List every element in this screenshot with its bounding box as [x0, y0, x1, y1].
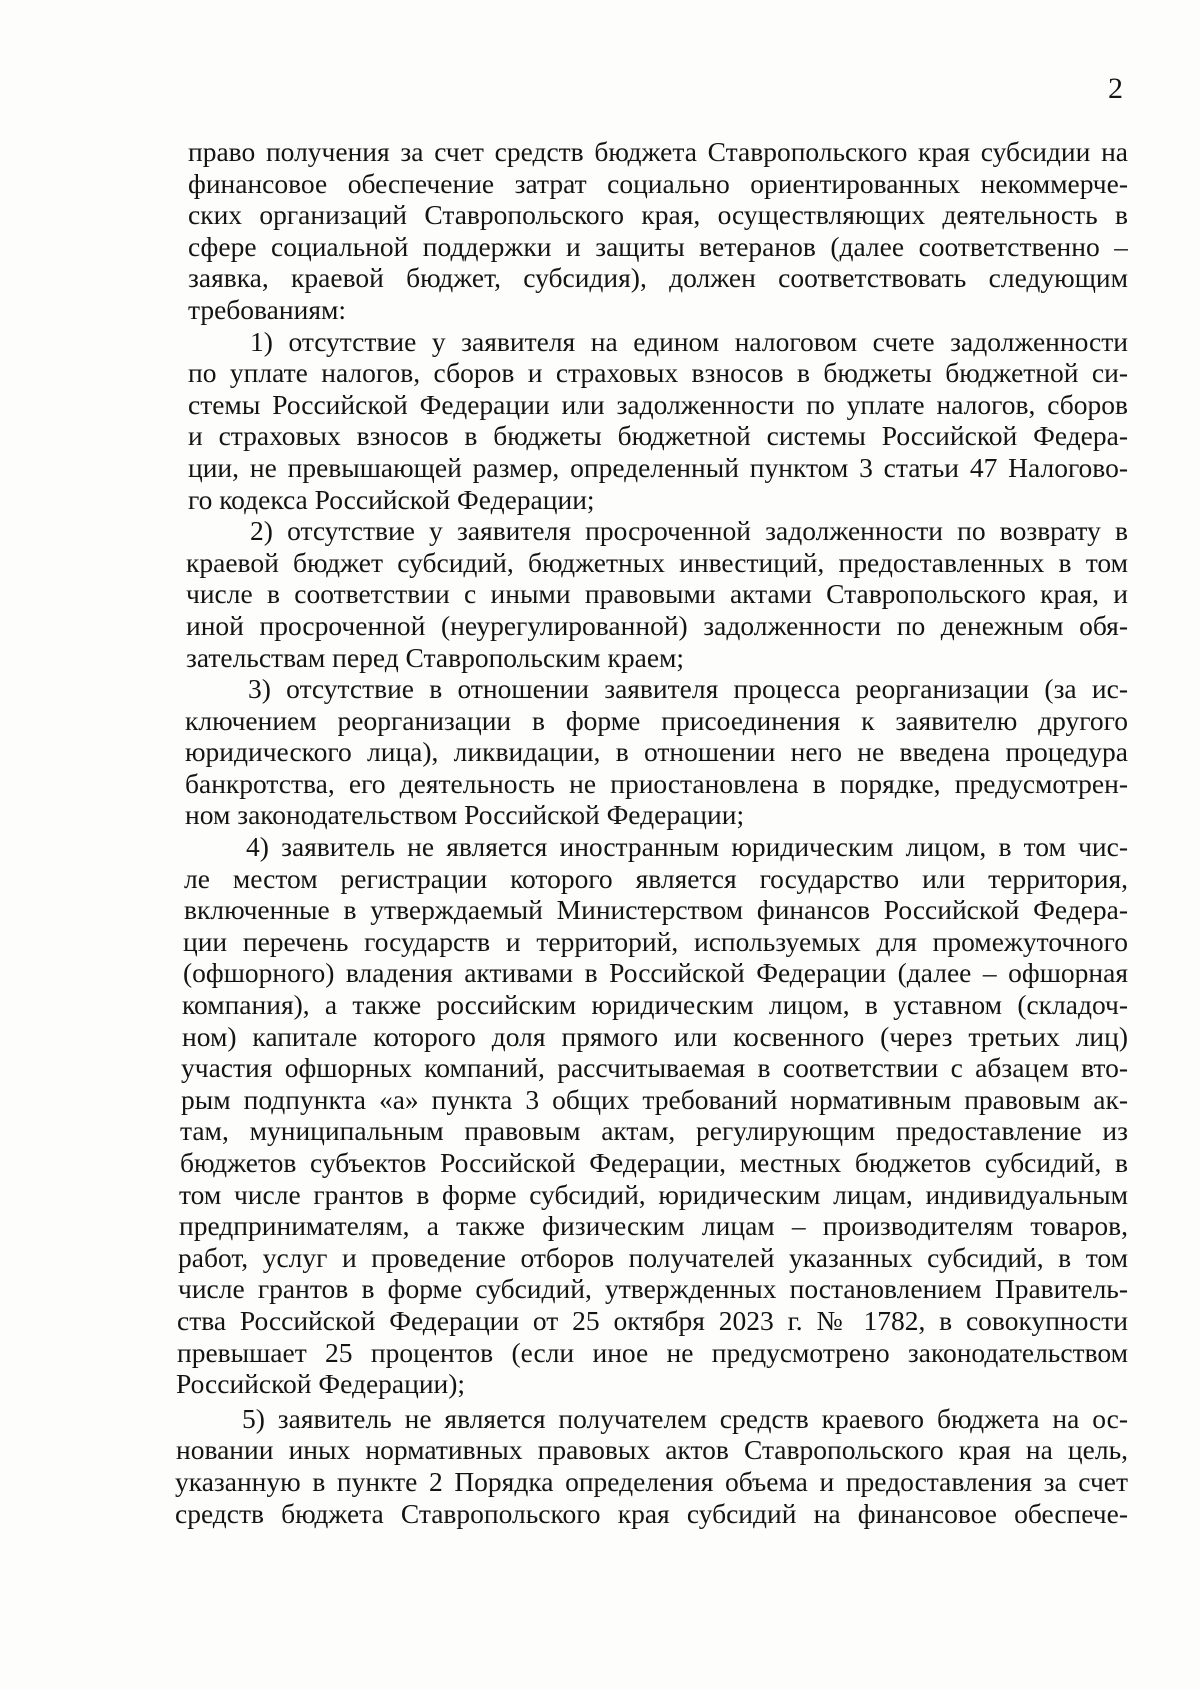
text-line: финансовое обеспечение затрат социально ориентированных некоммерче-: [188, 167, 1128, 199]
text-line: указанную в пункте 2 Порядка определения объема и предоставления за счет: [175, 1465, 1128, 1497]
text-line: там, муниципальным правовым актам, регулирующим предоставление из: [180, 1115, 1128, 1147]
document-body: [175, 136, 1128, 1529]
text-line: рым подпункта «а» пункта 3 общих требований нормативным правовым ак-: [181, 1083, 1128, 1115]
text-line: бюджетов субъектов Российской Федерации, местных бюджетов субсидий, в: [180, 1147, 1128, 1178]
text-line: превышает 25 процентов (если иное не предусмотрено законодательством: [177, 1336, 1128, 1368]
text-line: го кодекса Российской Федерации;: [188, 483, 595, 515]
text-line: зательствам перед Ставропольским краем;: [186, 641, 685, 673]
text-line: заявка, краевой бюджет, субсидия), должен соответствовать следующим: [188, 262, 1128, 294]
text-line: сфере социальной поддержки и защиты ветеранов (далее соответственно –: [188, 230, 1128, 262]
text-line: ства Российской Федерации от 25 октября 2023 г. № 1782, в совокупности: [177, 1304, 1128, 1336]
text-line: предпринимателям, а также физическим лицам – производителям товаров,: [179, 1210, 1128, 1242]
text-line: 5) заявитель не является получателем средств краевого бюджета на ос-: [242, 1402, 1128, 1434]
text-line: краевой бюджет субсидий, бюджетных инвестиций, предоставленных в том: [186, 546, 1128, 578]
text-line: новании иных нормативных правовых актов Ставропольского края на цель,: [176, 1434, 1128, 1466]
text-line: и страховых взносов в бюджеты бюджетной системы Российской Федера-: [188, 420, 1128, 452]
text-line: (офшорного) владения активами в Российской Федерации (далее – офшорная: [183, 957, 1128, 989]
text-line: 3) отсутствие в отношении заявителя процесса реорганизации (за ис-: [248, 673, 1128, 705]
text-line: ном законодательством Российской Федерации;: [185, 799, 745, 831]
text-line: банкротства, его деятельность не приостановлена в порядке, предусмотрен-: [185, 767, 1128, 799]
text-line: ле местом регистрации которого является государство или территория,: [184, 862, 1128, 894]
text-line: включенные в утверждаемый Министерством финансов Российской Федера-: [184, 894, 1128, 926]
text-line: участия офшорных компаний, рассчитываемая в соответствии с абзацем вто-: [181, 1052, 1128, 1084]
text-line: том числе грантов в форме субсидий, юридическим лицам, индивидуальным: [179, 1178, 1128, 1210]
text-line: числе грантов в форме субсидий, утвержденных постановлением Правитель-: [178, 1273, 1128, 1305]
text-line: работ, услуг и проведение отборов получателей указанных субсидий, в том: [178, 1241, 1128, 1273]
text-line: по уплате налогов, сборов и страховых взносов в бюджеты бюджетной си-: [188, 357, 1128, 389]
text-line: числе в соответствии с иными правовыми актами Ставропольского края, и: [186, 578, 1128, 610]
text-line: 4) заявитель не является иностранным юридическим лицом, в том чис-: [246, 831, 1128, 863]
text-line: ских организаций Ставропольского края, осуществляющих деятельность в: [188, 199, 1128, 231]
text-line: 2) отсутствие у заявителя просроченной задолженности по возврату в: [250, 515, 1128, 547]
text-line: Российской Федерации);: [176, 1368, 466, 1400]
text-line: требованиям:: [188, 293, 347, 325]
text-line: иной просроченной (неурегулированной) задолженности по денежным обя-: [186, 609, 1128, 641]
text-line: право получения за счет средств бюджета Ставропольского края субсидии на: [188, 136, 1128, 167]
text-line: средств бюджета Ставропольского края субсидий на финансовое обеспече-: [175, 1497, 1128, 1529]
text-line: ном) капитале которого доля прямого или косвенного (через третьих лиц): [182, 1020, 1128, 1052]
text-line: ключением реорганизации в форме присоединения к заявителю другого: [185, 704, 1128, 736]
page-number: 2: [1108, 72, 1123, 105]
text-line: ции, не превышающей размер, определенный пунктом 3 статьи 47 Налогово-: [188, 451, 1128, 483]
text-line: ции перечень государств и территорий, используемых для промежуточного: [183, 925, 1128, 957]
text-line: юридического лица), ликвидации, в отношении него не введена процедура: [185, 736, 1128, 768]
text-line: 1) отсутствие у заявителя на едином налоговом счете задолженности: [250, 325, 1128, 357]
text-line: стемы Российской Федерации или задолженности по уплате налогов, сборов: [188, 388, 1128, 420]
text-line: компания), а также российским юридическим лицом, в уставном (складоч-: [182, 989, 1128, 1021]
